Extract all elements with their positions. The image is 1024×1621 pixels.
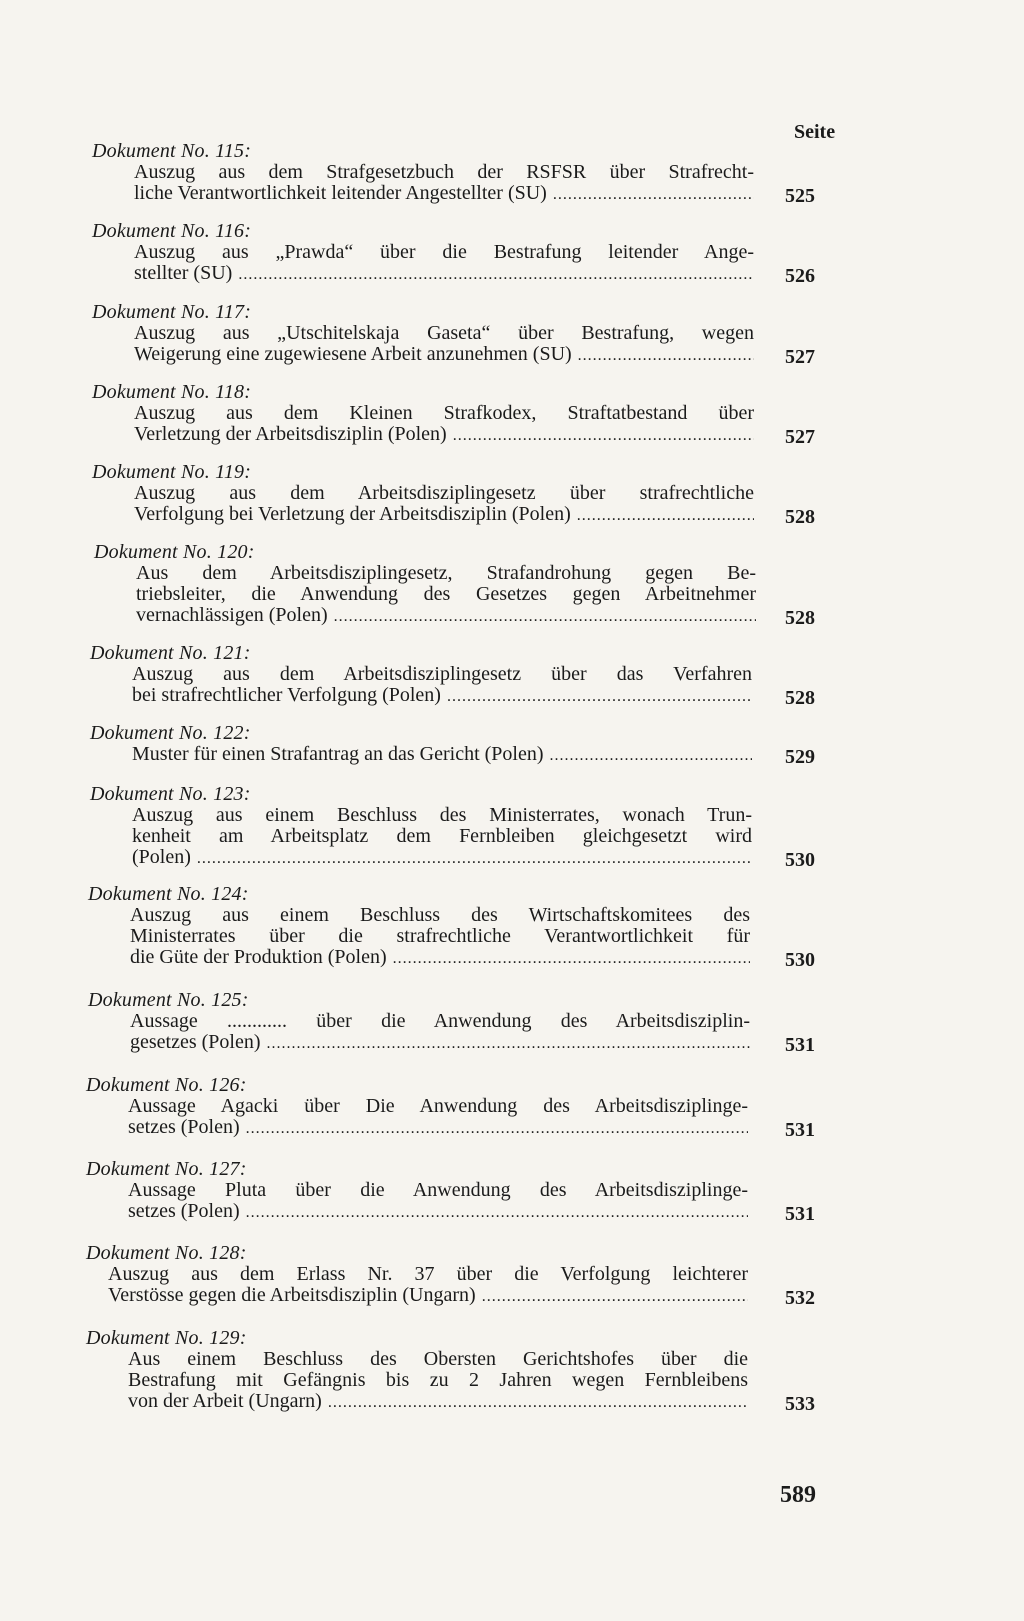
dot-leader: [550, 745, 752, 766]
description-last-line: [134, 183, 754, 205]
document-heading: Dokument No. 117:: [92, 301, 252, 323]
document-heading: Dokument No. 120:: [94, 541, 255, 563]
document-description: [134, 483, 754, 526]
toc-entry: [92, 381, 852, 446]
description-line: Auszug aus dem Arbeitsdisziplingesetz über strafrechtliche: [134, 482, 754, 504]
document-description: [128, 1096, 748, 1139]
description-line: Verstösse gegen die Arbeitsdisziplin (Ungarn): [108, 1284, 476, 1306]
document-heading: Dokument No. 116:: [92, 220, 252, 242]
document-description: [134, 403, 754, 446]
toc-page-number: 526: [785, 265, 815, 287]
toc-page-number: 533: [785, 1393, 815, 1415]
dot-leader: [447, 686, 752, 707]
description-line: die Güte der Produktion (Polen): [130, 946, 387, 968]
document-description: [108, 1264, 748, 1307]
document-heading: Dokument No. 128:: [86, 1242, 247, 1264]
description-line: Aus dem Arbeitsdisziplingesetz, Strafandrohung gegen Be-: [136, 562, 756, 584]
seite-column-header: Seite: [794, 121, 836, 143]
description-line: kenheit am Arbeitsplatz dem Fernbleiben gleichgesetzt wird: [132, 825, 752, 847]
toc-entry: [88, 989, 848, 1054]
dot-leader: [246, 1202, 748, 1223]
description-last-line: [130, 1032, 750, 1054]
dot-leader: [197, 848, 752, 869]
page-number: 589: [780, 1482, 816, 1508]
dot-leader: [578, 345, 754, 366]
toc-page-number: 527: [785, 346, 815, 368]
description-last-line: [128, 1117, 748, 1139]
description-last-line: [134, 344, 754, 366]
toc-entry: [94, 541, 854, 627]
dot-leader: [334, 606, 756, 627]
description-last-line: [128, 1201, 748, 1223]
document-heading: Dokument No. 127:: [86, 1158, 247, 1180]
dot-leader: [553, 184, 754, 205]
toc-page-number: 527: [785, 426, 815, 448]
document-heading: Dokument No. 119:: [92, 461, 252, 483]
description-line: Ministerrates über die strafrechtliche Verantwortlichkeit für: [130, 925, 750, 947]
document-description: [134, 162, 754, 205]
description-line: setzes (Polen): [128, 1200, 240, 1222]
description-last-line: [132, 685, 752, 707]
document-description: [134, 323, 754, 366]
dot-leader: [267, 1033, 750, 1054]
description-line: vernachlässigen (Polen): [136, 604, 328, 626]
toc-page-number: 529: [785, 746, 815, 768]
dot-leader: [246, 1118, 748, 1139]
toc-page-number: 528: [785, 687, 815, 709]
toc-entry: [92, 301, 852, 366]
document-description: [132, 664, 752, 707]
description-line: triebsleiter, die Anwendung des Gesetzes gegen Arbeitnehmer: [136, 583, 756, 605]
description-line: Auszug aus dem Kleinen Strafkodex, Straftatbestand über: [134, 402, 754, 424]
description-line: Weigerung eine zugewiesene Arbeit anzunehmen (SU): [134, 343, 572, 365]
description-line: Auszug aus „Prawda“ über die Bestrafung leitender Ange-: [134, 241, 754, 263]
toc-entry: [90, 722, 850, 766]
document-description: [134, 242, 754, 285]
document-heading: Dokument No. 122:: [90, 722, 251, 744]
toc-entry: [86, 1074, 846, 1139]
description-last-line: [108, 1285, 748, 1307]
dot-leader: [328, 1392, 748, 1413]
document-heading: Dokument No. 123:: [90, 783, 251, 805]
document-description: [130, 1011, 750, 1054]
toc-entry: [88, 883, 848, 969]
toc-entry: [90, 642, 850, 707]
description-line: Aussage ............ über die Anwendung des Arbeitsdisziplin-: [130, 1010, 750, 1032]
dot-leader: [238, 264, 754, 285]
toc-page-number: 531: [785, 1203, 815, 1225]
description-line: Aussage Pluta über die Anwendung des Arbeitsdisziplinge-: [128, 1179, 748, 1201]
toc-page-number: 530: [785, 849, 815, 871]
description-line: stellter (SU): [134, 262, 233, 284]
description-line: gesetzes (Polen): [130, 1031, 261, 1053]
description-last-line: [134, 263, 754, 285]
dot-leader: [393, 948, 750, 969]
document-description: [132, 744, 752, 766]
toc-entry: [86, 1158, 846, 1223]
description-line: Auszug aus dem Arbeitsdisziplingesetz über das Verfahren: [132, 663, 752, 685]
dot-leader: [482, 1286, 748, 1307]
toc-entry: [92, 461, 852, 526]
description-line: Aussage Agacki über Die Anwendung des Arbeitsdisziplinge-: [128, 1095, 748, 1117]
toc-entry: [92, 220, 852, 285]
description-line: setzes (Polen): [128, 1116, 240, 1138]
description-line: Bestrafung mit Gefängnis bis zu 2 Jahren wegen Fernbleibens: [128, 1369, 748, 1391]
document-description: [136, 563, 756, 627]
toc-entry: [86, 1327, 846, 1413]
document-description: [132, 805, 752, 869]
document-description: [128, 1349, 748, 1413]
toc-page-number: 530: [785, 949, 815, 971]
document-heading: Dokument No. 124:: [88, 883, 249, 905]
toc-page-number: 531: [785, 1119, 815, 1141]
description-line: Verletzung der Arbeitsdisziplin (Polen): [134, 423, 447, 445]
document-heading: Dokument No. 115:: [92, 140, 252, 162]
description-last-line: [130, 947, 750, 969]
document-heading: Dokument No. 126:: [86, 1074, 247, 1096]
document-description: [128, 1180, 748, 1223]
document-heading: Dokument No. 129:: [86, 1327, 247, 1349]
description-line: Aus einem Beschluss des Obersten Gerichtshofes über die: [128, 1348, 748, 1370]
dot-leader: [577, 505, 754, 526]
document-heading: Dokument No. 118:: [92, 381, 252, 403]
toc-page-number: 528: [785, 506, 815, 528]
toc-page-number: 528: [785, 607, 815, 629]
dot-leader: [453, 425, 754, 446]
description-last-line: [132, 847, 752, 869]
description-line: Verfolgung bei Verletzung der Arbeitsdisziplin (Polen): [134, 503, 571, 525]
description-last-line: [128, 1391, 748, 1413]
description-line: Auszug aus „Utschitelskaja Gaseta“ über Bestrafung, wegen: [134, 322, 754, 344]
description-line: bei strafrechtlicher Verfolgung (Polen): [132, 684, 441, 706]
document-description: [130, 905, 750, 969]
description-last-line: [134, 424, 754, 446]
description-last-line: [134, 504, 754, 526]
description-line: Auszug aus dem Erlass Nr. 37 über die Verfolgung leichterer: [108, 1263, 748, 1285]
description-last-line: [132, 744, 752, 766]
description-line: von der Arbeit (Ungarn): [128, 1390, 322, 1412]
description-line: Auszug aus dem Strafgesetzbuch der RSFSR über Strafrecht-: [134, 161, 754, 183]
toc-page-number: 525: [785, 185, 815, 207]
document-heading: Dokument No. 121:: [90, 642, 251, 664]
toc-page-number: 531: [785, 1034, 815, 1056]
description-last-line: [136, 605, 756, 627]
description-line: Auszug aus einem Beschluss des Ministerrates, wonach Trun-: [132, 804, 752, 826]
document-heading: Dokument No. 125:: [88, 989, 249, 1011]
toc-entry: [86, 1242, 846, 1307]
toc-entry: [90, 783, 850, 869]
toc-entry: [92, 140, 852, 205]
description-line: liche Verantwortlichkeit leitender Angestellter (SU): [134, 182, 547, 204]
description-line: Muster für einen Strafantrag an das Gericht (Polen): [132, 743, 544, 765]
description-line: Auszug aus einem Beschluss des Wirtschaftskomitees des: [130, 904, 750, 926]
description-line: (Polen): [132, 846, 191, 868]
toc-page-number: 532: [785, 1287, 815, 1309]
